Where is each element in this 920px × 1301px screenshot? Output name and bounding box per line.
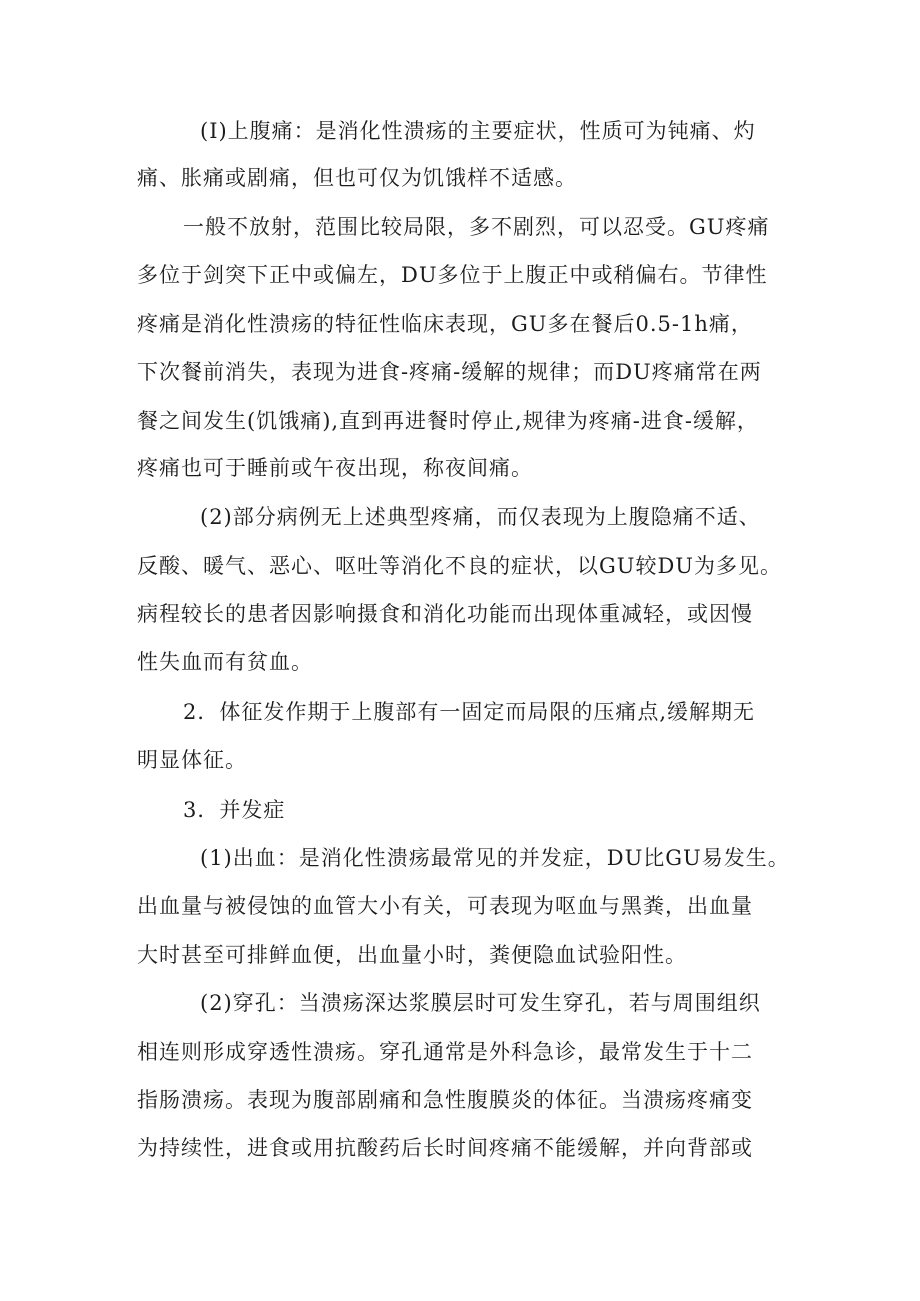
text-line: 病程较长的患者因影响摄食和消化功能而出现体重减轻，或因慢 (137, 602, 753, 626)
text-line: (2)穿孔：当溃疡深达浆膜层时可发生穿孔，若与周围组织 (200, 991, 761, 1015)
text-line: 大时甚至可排鲜血便，出血量小时，粪便隐血试验阳性。 (137, 943, 687, 967)
text-line: 明显体征。 (137, 748, 247, 772)
text-line: (I)上腹痛：是消化性溃疡的主要症状，性质可为钝痛、灼 (200, 119, 756, 143)
text-line: 多位于剑突下正中或偏左，DU多位于上腹正中或稍偏右。节律性 (137, 263, 768, 287)
text-line: 一般不放射，范围比较局限，多不剧烈，可以忍受。GU疼痛 (183, 215, 770, 239)
text-line: 指肠溃疡。表现为腹部剧痛和急性腹膜炎的体征。当溃疡疼痛变 (137, 1088, 753, 1112)
text-line: 相连则形成穿透性溃疡。穿孔通常是外科急诊，最常发生于十二 (137, 1040, 753, 1064)
text-line: 性失血而有贫血。 (137, 650, 313, 674)
text-line: 3．并发症 (183, 798, 286, 822)
text-line: (1)出血：是消化性溃疡最常见的并发症，DU比GU易发生。 (200, 846, 790, 870)
text-line: 疼痛是消化性溃疡的特征性临床表现，GU多在餐后0.5-1h痛， (137, 312, 753, 336)
text-line: 疼痛也可于睡前或午夜出现，称夜间痛。 (137, 456, 533, 480)
text-line: 出血量与被侵蚀的血管大小有关，可表现为呕血与黑粪，出血量 (137, 894, 753, 918)
text-line: 反酸、暖气、恶心、呕吐等消化不良的症状，以GU较DU为多见。 (137, 554, 783, 578)
text-line: 2．体征发作期于上腹部有一固定而局限的压痛点,缓解期无 (183, 700, 756, 724)
text-line: (2)部分病例无上述典型疼痛，而仅表现为上腹隐痛不适、 (200, 505, 761, 529)
text-line: 痛、胀痛或剧痛，但也可仅为饥饿样不适感。 (137, 166, 577, 190)
text-line: 下次餐前消失，表现为进食-疼痛-缓解的规律；而DU疼痛常在两 (137, 360, 762, 384)
text-line: 餐之间发生(饥饿痛),直到再进餐时停止,规律为疼痛-进食-缓解， (137, 409, 759, 433)
text-line: 为持续性，进食或用抗酸药后长时间疼痛不能缓解，并向背部或 (137, 1136, 753, 1160)
